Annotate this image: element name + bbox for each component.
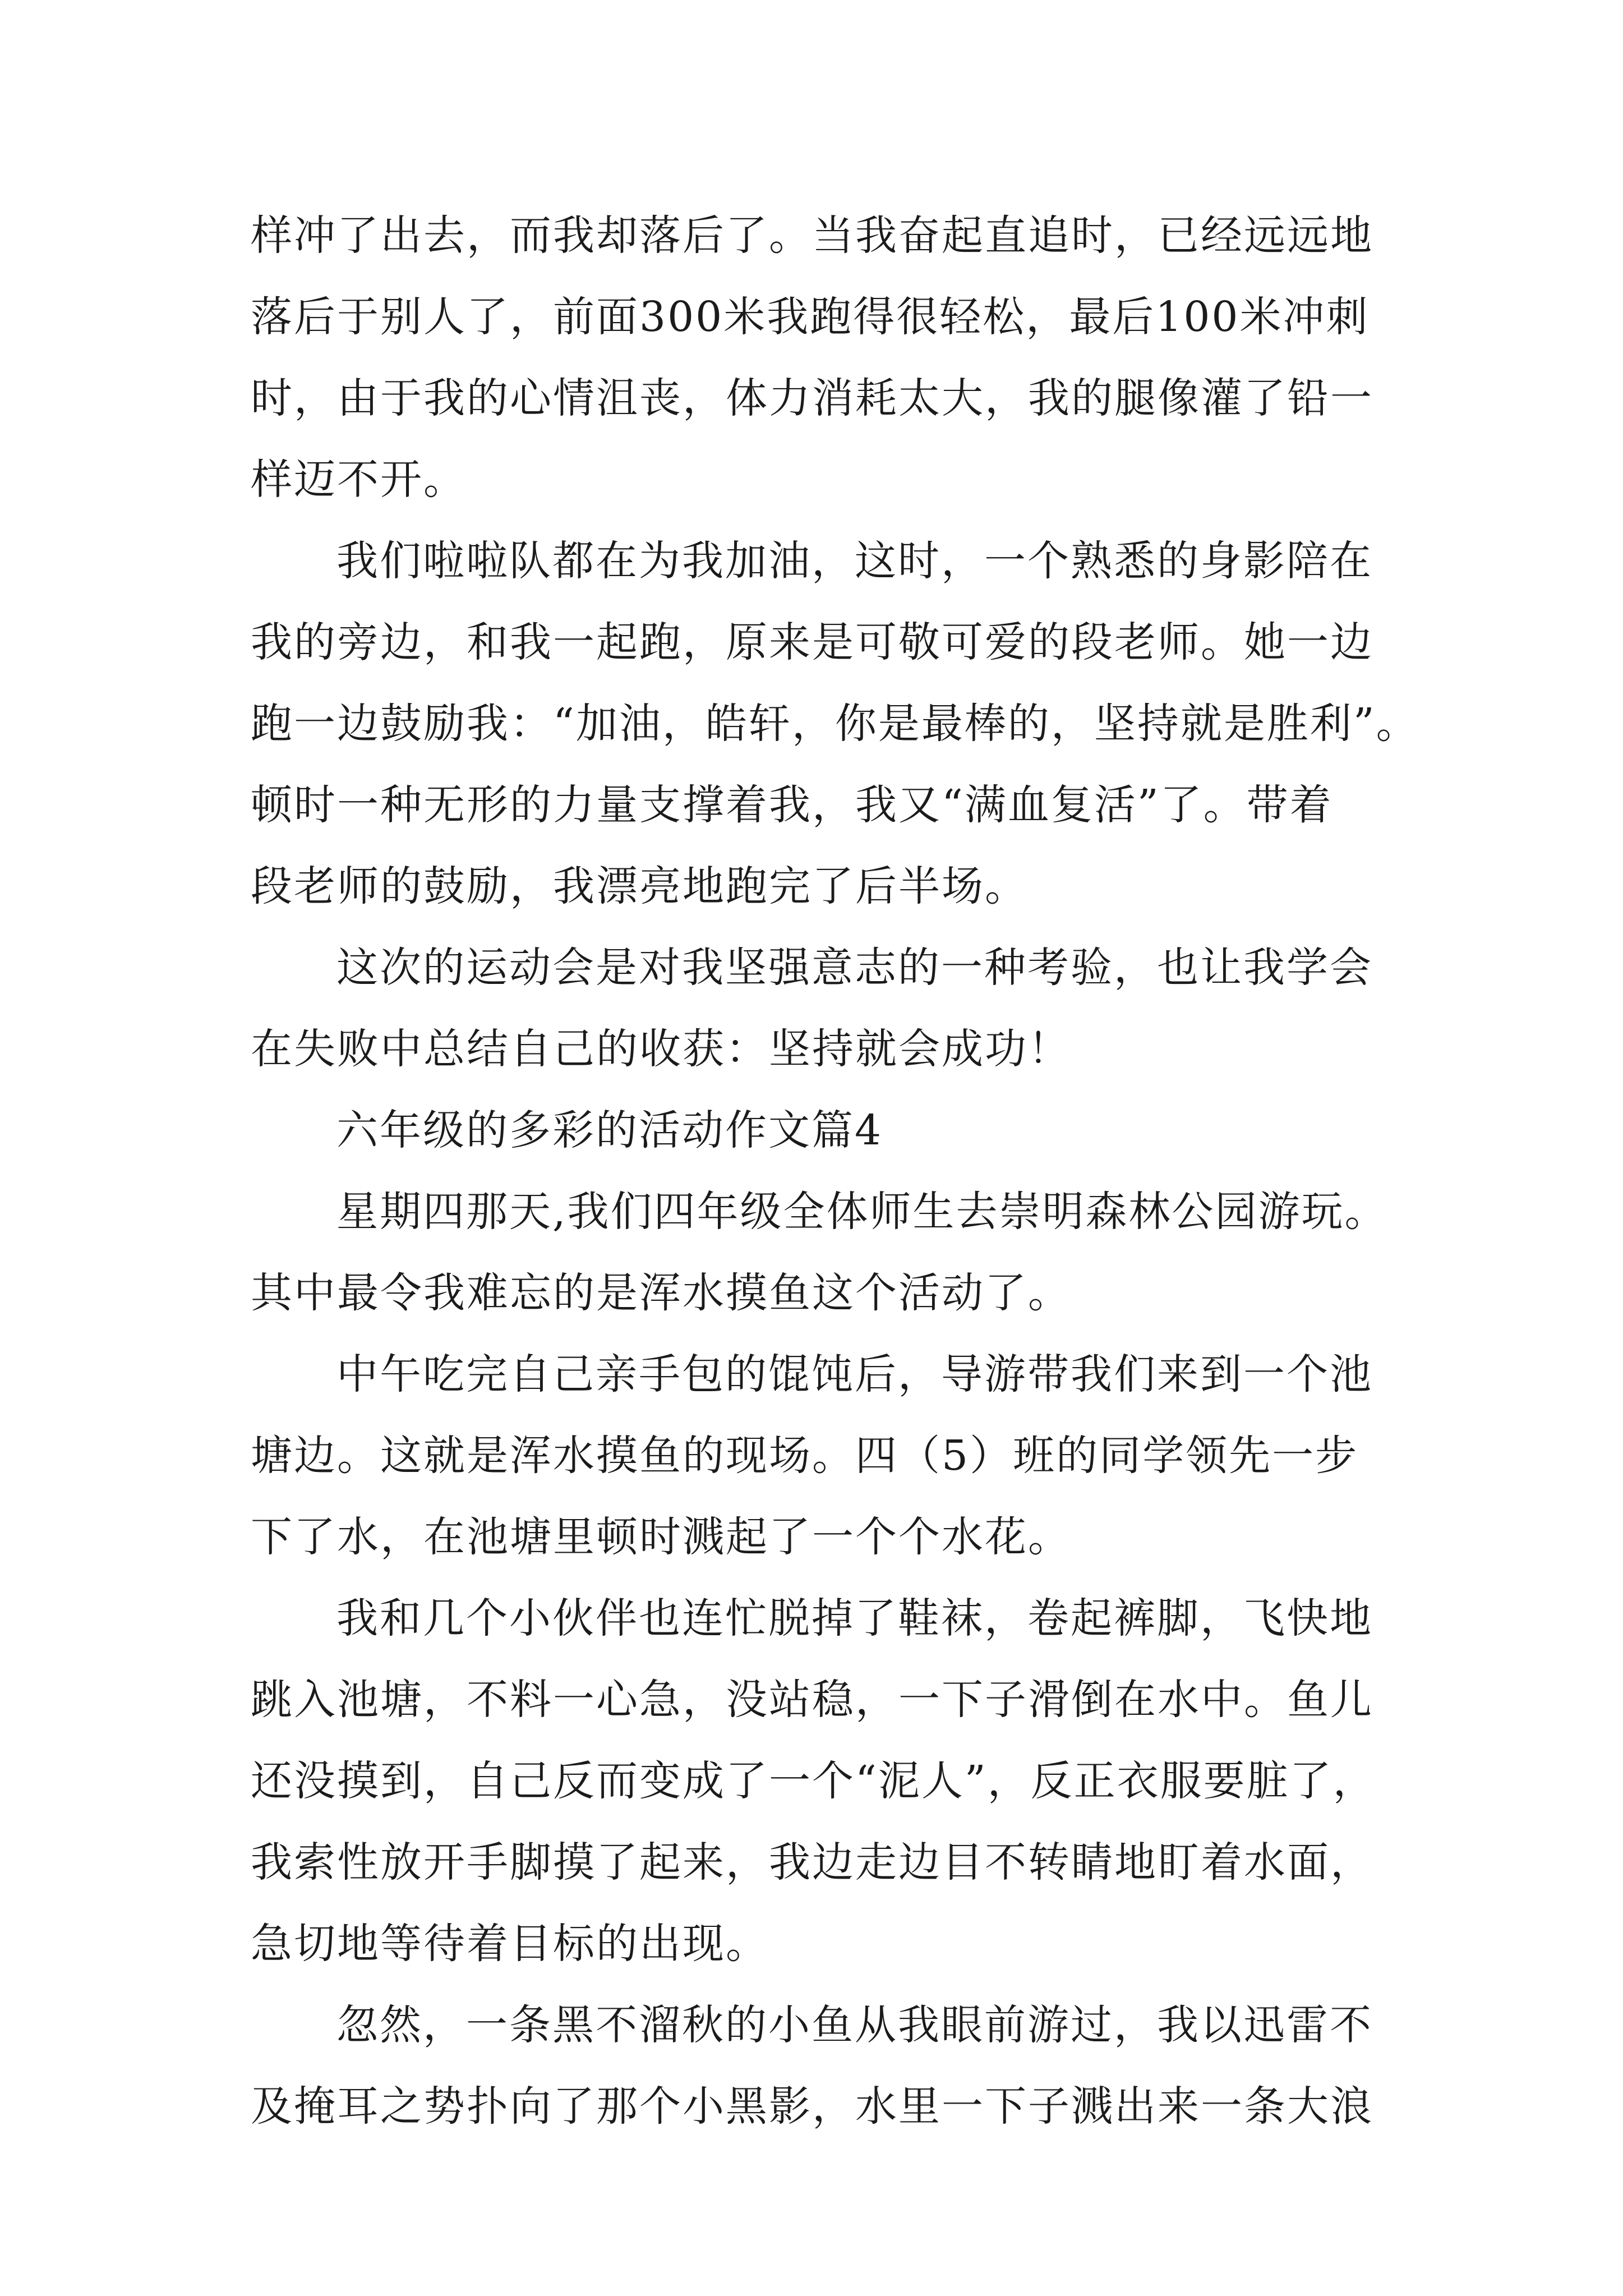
text-line: 在失败中总结自己的收获：坚持就会成功！ bbox=[251, 1025, 1071, 1073]
text-line: 还没摸到，自己反而变成了一个“泥人”，反正衣服要脏了， bbox=[251, 1757, 1376, 1805]
text-line: 及掩耳之势扑向了那个小黑影，水里一下子溅出来一条大浪 bbox=[251, 2082, 1373, 2131]
text-line: 塘边。这就是浑水摸鱼的现场。四（5）班的同学领先一步 bbox=[251, 1432, 1359, 1480]
text-line: 其中最令我难忘的是浑水摸鱼这个活动了。 bbox=[251, 1269, 1071, 1317]
text-line: 急切地等待着目标的出现。 bbox=[251, 1920, 769, 1968]
text-line: 样迈不开。 bbox=[251, 455, 467, 504]
text-line: 落后于别人了，前面300米我跑得很轻松，最后100米冲刺 bbox=[251, 293, 1370, 341]
text-line: 样冲了出去，而我却落后了。当我奋起直追时，已经远远地 bbox=[251, 211, 1373, 260]
text-line: 段老师的鼓励，我漂亮地跑完了后半场。 bbox=[251, 862, 1028, 910]
text-line: 我和几个小伙伴也连忙脱掉了鞋袜，卷起裤脚，飞快地 bbox=[336, 1594, 1373, 1642]
text-line: 顿时一种无形的力量支撑着我，我又“满血复活”了。带着 bbox=[251, 781, 1333, 829]
text-line: 忽然，一条黑不溜秋的小鱼从我眼前游过，我以迅雷不 bbox=[336, 2001, 1373, 2049]
text-line: 跳入池塘，不料一心急，没站稳，一下子滑倒在水中。鱼儿 bbox=[251, 1676, 1373, 1724]
text-line: 我的旁边，和我一起跑，原来是可敬可爱的段老师。她一边 bbox=[251, 618, 1373, 666]
text-line: 下了水，在池塘里顿时溅起了一个个水花。 bbox=[251, 1513, 1071, 1561]
text-line: 跑一边鼓励我：“加油，皓轩，你是最棒的，坚持就是胜利”。 bbox=[251, 700, 1419, 748]
text-line: 时，由于我的心情沮丧，体力消耗太大，我的腿像灌了铅一 bbox=[251, 374, 1373, 422]
text-line: 星期四那天,我们四年级全体师生去崇明森林公园游玩。 bbox=[336, 1188, 1388, 1236]
text-line: 这次的运动会是对我坚强意志的一种考验，也让我学会 bbox=[336, 944, 1373, 992]
section-heading: 六年级的多彩的活动作文篇4 bbox=[336, 1106, 883, 1154]
text-line: 我索性放开手脚摸了起来，我边走边目不转睛地盯着水面， bbox=[251, 1838, 1373, 1887]
text-line: 我们啦啦队都在为我加油，这时，一个熟悉的身影陪在 bbox=[336, 537, 1373, 585]
text-line: 中午吃完自己亲手包的馄饨后，导游带我们来到一个池 bbox=[336, 1350, 1373, 1398]
